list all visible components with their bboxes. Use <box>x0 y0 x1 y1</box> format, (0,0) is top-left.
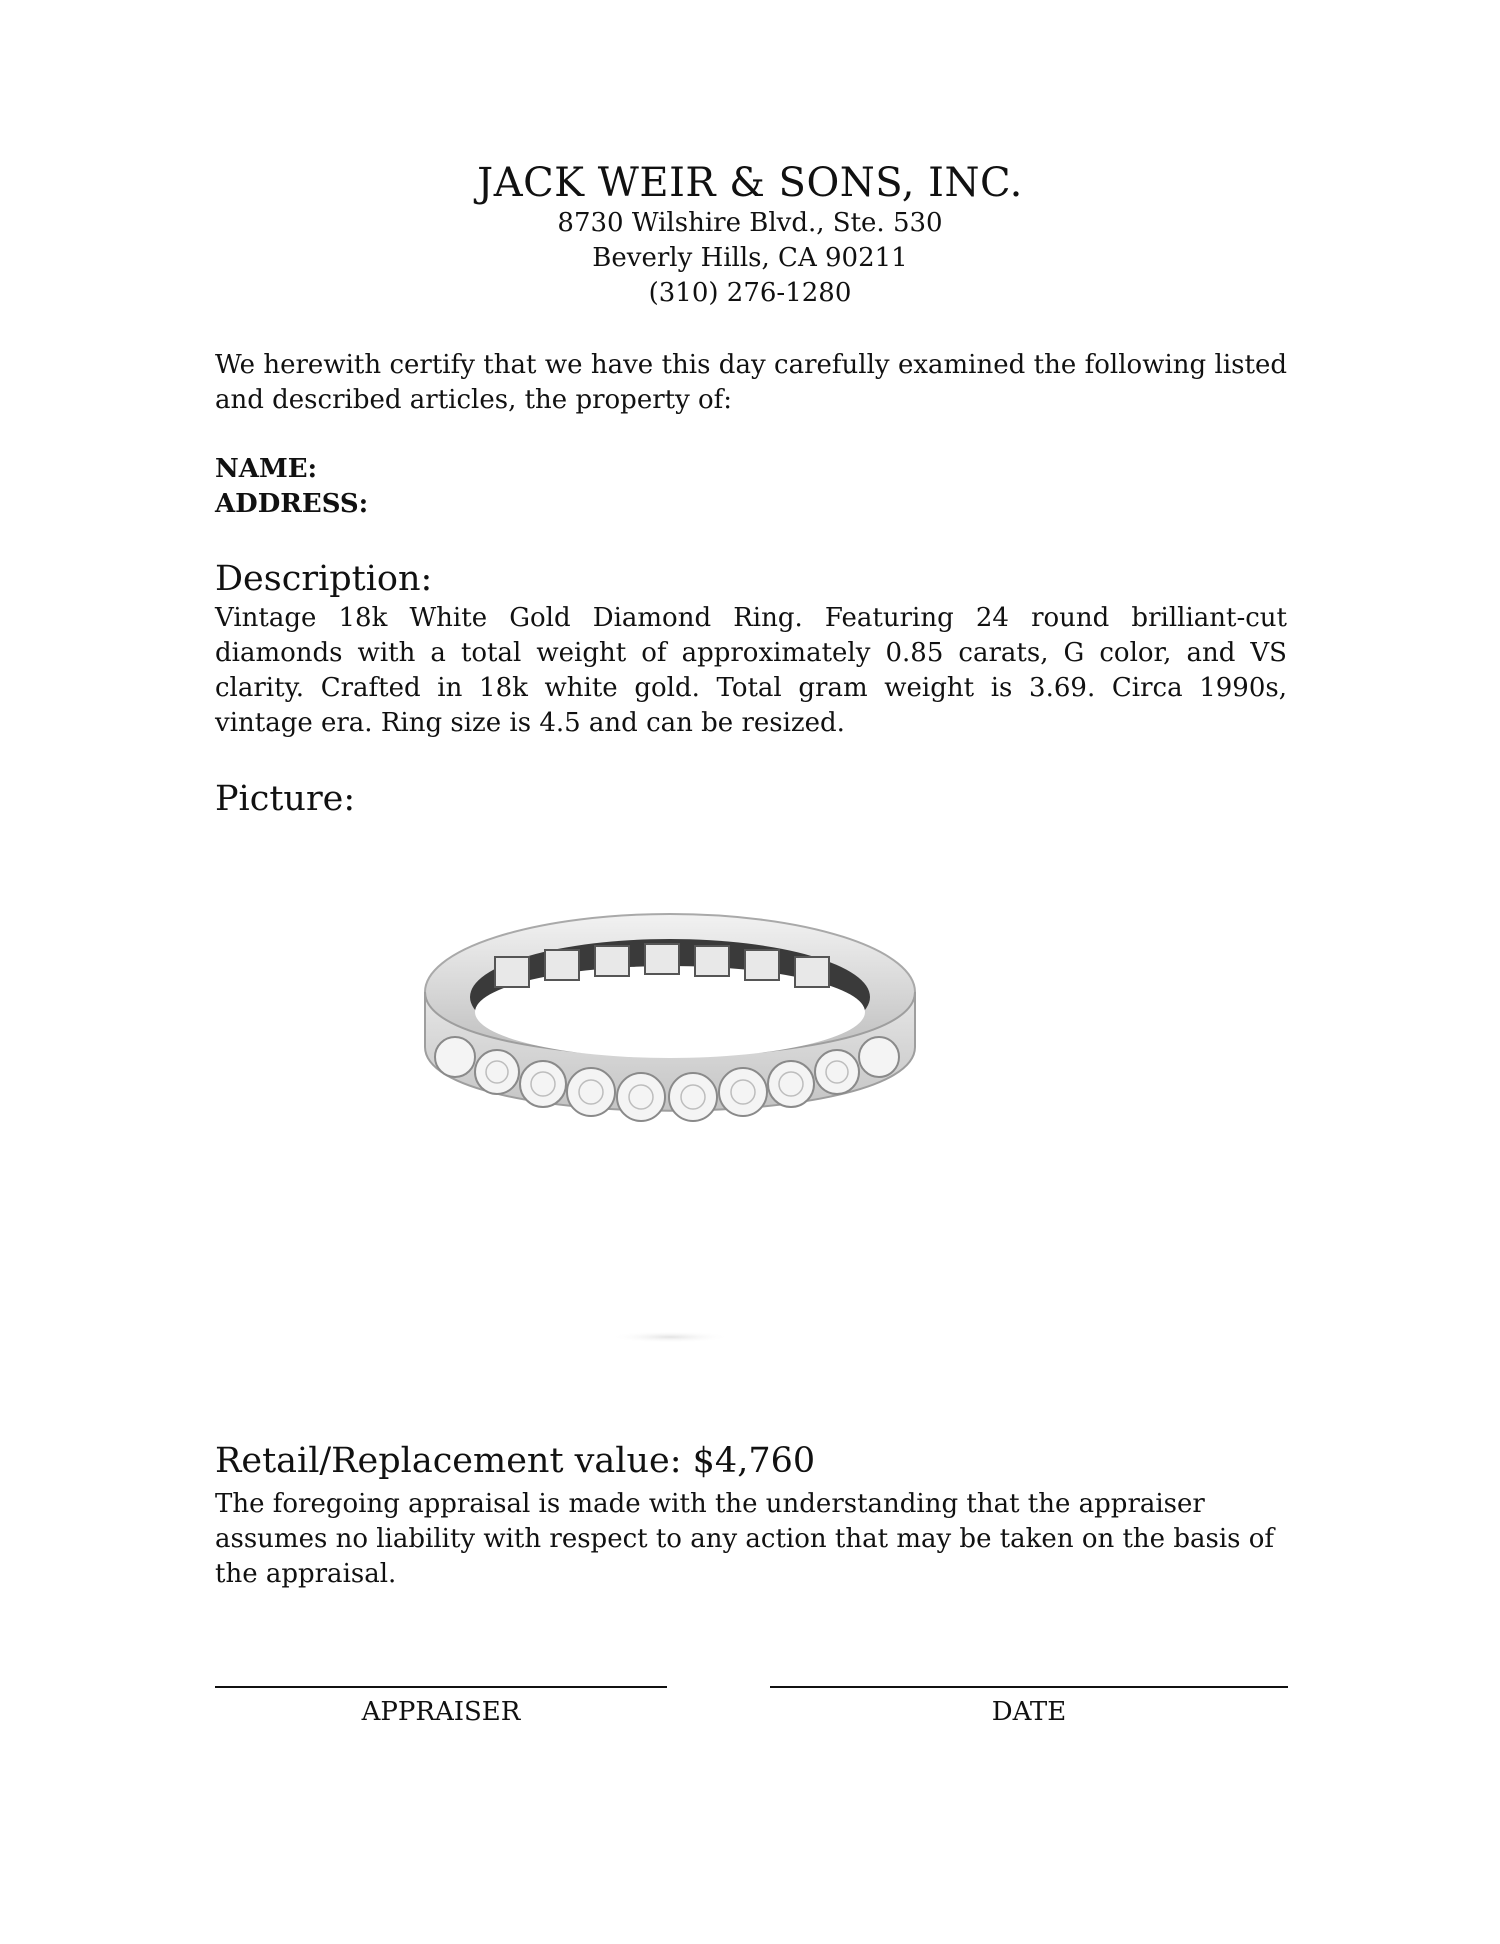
description-text: Vintage 18k White Gold Diamond Ring. Featuring 24 round brilliant-cut diamonds with a total weight of approximately 0.85 carats, G color, and VS clarity. Crafted in 18k white gold. Total gram weight is 3.69. Circa 1990s, vintage era. Ring size is 4.5 and can be resized. <box>215 603 1287 738</box>
appraiser-signature-line <box>215 1686 667 1688</box>
certification-intro: We herewith certify that we have this day carefully examined the following listed and described articles, the property of: <box>215 350 1287 415</box>
owner-fields <box>215 452 1287 522</box>
company-phone: (310) 276-1280 <box>648 278 852 308</box>
appraiser-label: APPRAISER <box>361 1697 521 1727</box>
replacement-value: Retail/Replacement value: $4,760 <box>215 1441 816 1481</box>
company-address-line1: 8730 Wilshire Blvd., Ste. 530 <box>557 208 943 238</box>
letterhead <box>0 160 1500 311</box>
picture-heading: Picture: <box>215 779 356 819</box>
address-label: ADDRESS: <box>215 489 369 519</box>
description-heading: Description: <box>215 559 433 599</box>
date-label: DATE <box>991 1697 1067 1727</box>
ring-photo <box>385 832 955 1402</box>
company-name: JACK WEIR & SONS, INC. <box>477 160 1023 206</box>
company-address-line2: Beverly Hills, CA 90211 <box>592 243 908 273</box>
disclaimer-text: The foregoing appraisal is made with the understanding that the appraiser assumes no liability with respect to any action that may be taken on the basis of the appraisal. <box>215 1489 1275 1589</box>
name-label: NAME: <box>215 454 318 484</box>
date-signature-line <box>770 1686 1288 1688</box>
